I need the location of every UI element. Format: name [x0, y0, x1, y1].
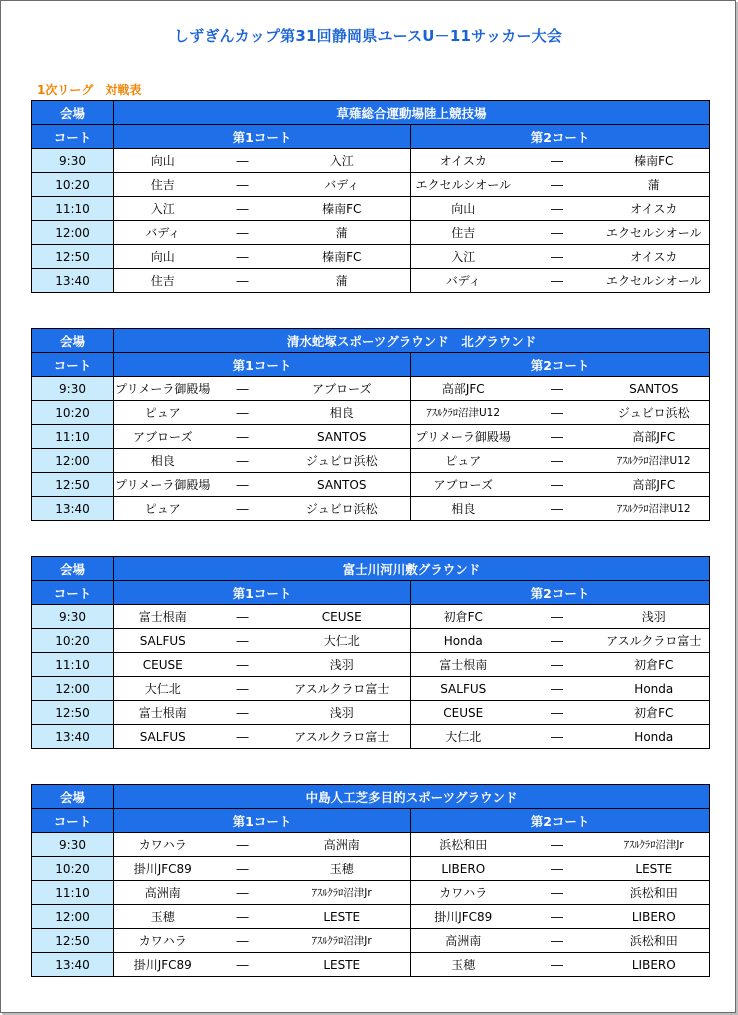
vs-dash: ―: [212, 377, 274, 401]
vs-dash: ―: [516, 377, 599, 401]
court2-away-team: エクセルシオール: [599, 269, 710, 293]
vs-dash: ―: [516, 173, 599, 197]
match-row: [32, 245, 710, 269]
court1-home-team: カワハラ: [114, 929, 212, 953]
match-time: 12:00: [32, 905, 114, 929]
venue-header-row: [32, 785, 710, 809]
vs-dash: ―: [516, 449, 599, 473]
match-time: 12:50: [32, 245, 114, 269]
court1-home-team: 掛川JFC89: [114, 857, 212, 881]
court2-away-team: オイスカ: [599, 245, 710, 269]
court2-home-team: 初倉FC: [411, 605, 516, 629]
court2-home-team: オイスカ: [411, 149, 516, 173]
vs-dash: ―: [516, 473, 599, 497]
court1-away-team: 入江: [274, 149, 411, 173]
match-row: [32, 425, 710, 449]
vs-dash: ―: [212, 245, 274, 269]
match-time: 12:00: [32, 449, 114, 473]
vs-dash: ―: [212, 701, 274, 725]
court2-home-team: SALFUS: [411, 677, 516, 701]
venue-table: [31, 328, 710, 521]
match-time: 12:50: [32, 473, 114, 497]
court2-away-team: 榛南FC: [599, 149, 710, 173]
match-time: 13:40: [32, 497, 114, 521]
court1-home-team: 富士根南: [114, 605, 212, 629]
court2-home-team: 大仁北: [411, 725, 516, 749]
vs-dash: ―: [516, 269, 599, 293]
court2-home-team: 玉穂: [411, 953, 516, 977]
court2-away-team: Honda: [599, 725, 710, 749]
court1-away-team: 浅羽: [274, 653, 411, 677]
vs-dash: ―: [212, 881, 274, 905]
court2-home-team: Honda: [411, 629, 516, 653]
court2-away-team: 浜松和田: [599, 881, 710, 905]
court2-home-team: 入江: [411, 245, 516, 269]
court2-home-team: ｱｽﾙｸﾗﾛ沼津U12: [411, 401, 516, 425]
match-time: 9:30: [32, 605, 114, 629]
venue-header-row: [32, 329, 710, 353]
court2-away-team: 初倉FC: [599, 701, 710, 725]
court1-away-team: ジュビロ浜松: [274, 497, 411, 521]
court2-away-team: 高部JFC: [599, 425, 710, 449]
court1-away-team: 榛南FC: [274, 197, 411, 221]
match-time: 10:20: [32, 857, 114, 881]
court2-home-team: カワハラ: [411, 881, 516, 905]
court1-away-team: アブローズ: [274, 377, 411, 401]
vs-dash: ―: [516, 725, 599, 749]
court2-home-team: アブローズ: [411, 473, 516, 497]
court2-home-team: 富士根南: [411, 653, 516, 677]
court2-home-team: 住吉: [411, 221, 516, 245]
court2-away-team: オイスカ: [599, 197, 710, 221]
vs-dash: ―: [212, 857, 274, 881]
vs-dash: ―: [212, 905, 274, 929]
court1-home-team: SALFUS: [114, 725, 212, 749]
court-header-row: [32, 353, 710, 377]
court2-home-team: エクセルシオール: [411, 173, 516, 197]
venue-name: 富士川河川敷グラウンド: [114, 557, 710, 581]
court1-header: 第1コート: [114, 581, 411, 605]
court1-away-team: SANTOS: [274, 473, 411, 497]
court1-home-team: アブローズ: [114, 425, 212, 449]
match-row: [32, 149, 710, 173]
vs-dash: ―: [516, 605, 599, 629]
match-time: 10:20: [32, 173, 114, 197]
court1-away-team: 蒲: [274, 269, 411, 293]
vs-dash: ―: [516, 833, 599, 857]
match-row: [32, 221, 710, 245]
court1-header: 第1コート: [114, 353, 411, 377]
court1-away-team: 浅羽: [274, 701, 411, 725]
court1-home-team: CEUSE: [114, 653, 212, 677]
match-row: [32, 449, 710, 473]
venue-label: 会場: [32, 557, 114, 581]
court2-header: 第2コート: [411, 581, 710, 605]
vs-dash: ―: [516, 425, 599, 449]
vs-dash: ―: [516, 653, 599, 677]
court2-away-team: LIBERO: [599, 953, 710, 977]
venue-header-row: [32, 101, 710, 125]
court1-home-team: プリメーラ御殿場: [114, 473, 212, 497]
vs-dash: ―: [212, 149, 274, 173]
match-row: [32, 929, 710, 953]
match-time: 11:10: [32, 425, 114, 449]
vs-dash: ―: [212, 401, 274, 425]
match-time: 11:10: [32, 653, 114, 677]
vs-dash: ―: [212, 497, 274, 521]
vs-dash: ―: [212, 449, 274, 473]
court1-home-team: ピュア: [114, 497, 212, 521]
match-row: [32, 605, 710, 629]
court2-away-team: 蒲: [599, 173, 710, 197]
court1-home-team: プリメーラ御殿場: [114, 377, 212, 401]
court2-home-team: ピュア: [411, 449, 516, 473]
court1-away-team: LESTE: [274, 953, 411, 977]
venue-label: 会場: [32, 329, 114, 353]
court1-header: 第1コート: [114, 125, 411, 149]
court1-away-team: ｱｽﾙｸﾗﾛ沼津Jr: [274, 929, 411, 953]
court2-away-team: ｱｽﾙｸﾗﾛ沼津Jr: [599, 833, 710, 857]
court1-away-team: ｱｽﾙｸﾗﾛ沼津Jr: [274, 881, 411, 905]
match-row: [32, 905, 710, 929]
court2-home-team: 相良: [411, 497, 516, 521]
court1-away-team: バディ: [274, 173, 411, 197]
court-label: コート: [32, 125, 114, 149]
vs-dash: ―: [516, 197, 599, 221]
court-header-row: [32, 581, 710, 605]
court1-header: 第1コート: [114, 809, 411, 833]
court2-home-team: 高洲南: [411, 929, 516, 953]
match-time: 12:00: [32, 221, 114, 245]
match-time: 12:50: [32, 701, 114, 725]
vs-dash: ―: [212, 833, 274, 857]
page-title: しずぎんカップ第31回静岡県ユースU－11サッカー大会: [173, 27, 563, 45]
court2-away-team: 高部JFC: [599, 473, 710, 497]
court1-home-team: 住吉: [114, 173, 212, 197]
court2-away-team: 初倉FC: [599, 653, 710, 677]
vs-dash: ―: [516, 881, 599, 905]
match-time: 13:40: [32, 953, 114, 977]
court2-home-team: 浜松和田: [411, 833, 516, 857]
court1-away-team: SANTOS: [274, 425, 411, 449]
match-row: [32, 953, 710, 977]
court1-away-team: CEUSE: [274, 605, 411, 629]
vs-dash: ―: [516, 905, 599, 929]
court2-away-team: 浅羽: [599, 605, 710, 629]
match-time: 11:10: [32, 881, 114, 905]
venue-table: [31, 556, 710, 749]
court1-away-team: ジュビロ浜松: [274, 449, 411, 473]
court2-home-team: 高部JFC: [411, 377, 516, 401]
match-time: 10:20: [32, 629, 114, 653]
vs-dash: ―: [516, 677, 599, 701]
court2-home-team: 掛川JFC89: [411, 905, 516, 929]
venue-name: 清水蛇塚スポーツグラウンド 北グラウンド: [114, 329, 710, 353]
court1-away-team: LESTE: [274, 905, 411, 929]
court2-home-team: CEUSE: [411, 701, 516, 725]
vs-dash: ―: [516, 857, 599, 881]
match-row: [32, 197, 710, 221]
court1-away-team: 蒲: [274, 221, 411, 245]
match-time: 12:50: [32, 929, 114, 953]
match-row: [32, 269, 710, 293]
venue-name: 中島人工芝多目的スポーツグラウンド: [114, 785, 710, 809]
vs-dash: ―: [516, 701, 599, 725]
court1-away-team: 相良: [274, 401, 411, 425]
court2-home-team: プリメーラ御殿場: [411, 425, 516, 449]
vs-dash: ―: [516, 245, 599, 269]
match-time: 9:30: [32, 149, 114, 173]
venue-table: [31, 100, 710, 293]
vs-dash: ―: [516, 629, 599, 653]
court2-header: 第2コート: [411, 125, 710, 149]
court-header-row: [32, 809, 710, 833]
court1-home-team: 富士根南: [114, 701, 212, 725]
match-row: [32, 377, 710, 401]
vs-dash: ―: [212, 629, 274, 653]
venue-label: 会場: [32, 101, 114, 125]
court1-home-team: 高洲南: [114, 881, 212, 905]
court1-away-team: 高洲南: [274, 833, 411, 857]
match-time: 9:30: [32, 377, 114, 401]
court2-home-team: LIBERO: [411, 857, 516, 881]
court1-home-team: SALFUS: [114, 629, 212, 653]
match-row: [32, 401, 710, 425]
court1-away-team: アスルクラロ富士: [274, 677, 411, 701]
vs-dash: ―: [212, 677, 274, 701]
court1-home-team: 向山: [114, 149, 212, 173]
match-time: 13:40: [32, 725, 114, 749]
match-row: [32, 833, 710, 857]
court-label: コート: [32, 581, 114, 605]
match-row: [32, 653, 710, 677]
venue-label: 会場: [32, 785, 114, 809]
court1-home-team: 相良: [114, 449, 212, 473]
court-label: コート: [32, 809, 114, 833]
vs-dash: ―: [516, 149, 599, 173]
court2-away-team: 浜松和田: [599, 929, 710, 953]
match-row: [32, 473, 710, 497]
court2-header: 第2コート: [411, 809, 710, 833]
venue-name: 草薙総合運動場陸上競技場: [114, 101, 710, 125]
court1-home-team: 大仁北: [114, 677, 212, 701]
court2-away-team: ｱｽﾙｸﾗﾛ沼津U12: [599, 449, 710, 473]
court-label: コート: [32, 353, 114, 377]
vs-dash: ―: [212, 473, 274, 497]
vs-dash: ―: [516, 953, 599, 977]
court2-away-team: ジュビロ浜松: [599, 401, 710, 425]
court2-home-team: バディ: [411, 269, 516, 293]
page-subtitle: 1次リーグ 対戦表: [37, 83, 142, 97]
match-time: 10:20: [32, 401, 114, 425]
court2-away-team: LIBERO: [599, 905, 710, 929]
match-row: [32, 173, 710, 197]
vs-dash: ―: [516, 401, 599, 425]
match-row: [32, 701, 710, 725]
match-row: [32, 497, 710, 521]
vs-dash: ―: [212, 197, 274, 221]
vs-dash: ―: [212, 425, 274, 449]
court2-away-team: SANTOS: [599, 377, 710, 401]
court1-home-team: 掛川JFC89: [114, 953, 212, 977]
court-header-row: [32, 125, 710, 149]
vs-dash: ―: [212, 173, 274, 197]
vs-dash: ―: [212, 269, 274, 293]
match-row: [32, 881, 710, 905]
court2-away-team: アスルクラロ富士: [599, 629, 710, 653]
vs-dash: ―: [212, 953, 274, 977]
vs-dash: ―: [212, 929, 274, 953]
match-time: 11:10: [32, 197, 114, 221]
court2-away-team: LESTE: [599, 857, 710, 881]
vs-dash: ―: [212, 605, 274, 629]
match-time: 12:00: [32, 677, 114, 701]
venue-header-row: [32, 557, 710, 581]
court1-home-team: 玉穂: [114, 905, 212, 929]
vs-dash: ―: [212, 221, 274, 245]
match-row: [32, 677, 710, 701]
match-time: 13:40: [32, 269, 114, 293]
court1-home-team: ピュア: [114, 401, 212, 425]
vs-dash: ―: [516, 929, 599, 953]
court2-away-team: Honda: [599, 677, 710, 701]
court1-home-team: バディ: [114, 221, 212, 245]
match-time: 9:30: [32, 833, 114, 857]
court2-away-team: ｱｽﾙｸﾗﾛ沼津U12: [599, 497, 710, 521]
court1-away-team: アスルクラロ富士: [274, 725, 411, 749]
match-row: [32, 857, 710, 881]
court1-away-team: 榛南FC: [274, 245, 411, 269]
vs-dash: ―: [212, 653, 274, 677]
court2-away-team: エクセルシオール: [599, 221, 710, 245]
vs-dash: ―: [516, 497, 599, 521]
court2-home-team: 向山: [411, 197, 516, 221]
vs-dash: ―: [212, 725, 274, 749]
vs-dash: ―: [516, 221, 599, 245]
court1-away-team: 玉穂: [274, 857, 411, 881]
match-row: [32, 629, 710, 653]
venue-table: [31, 784, 710, 977]
court2-header: 第2コート: [411, 353, 710, 377]
court1-home-team: 入江: [114, 197, 212, 221]
match-row: [32, 725, 710, 749]
court1-away-team: 大仁北: [274, 629, 411, 653]
court1-home-team: カワハラ: [114, 833, 212, 857]
court1-home-team: 住吉: [114, 269, 212, 293]
court1-home-team: 向山: [114, 245, 212, 269]
